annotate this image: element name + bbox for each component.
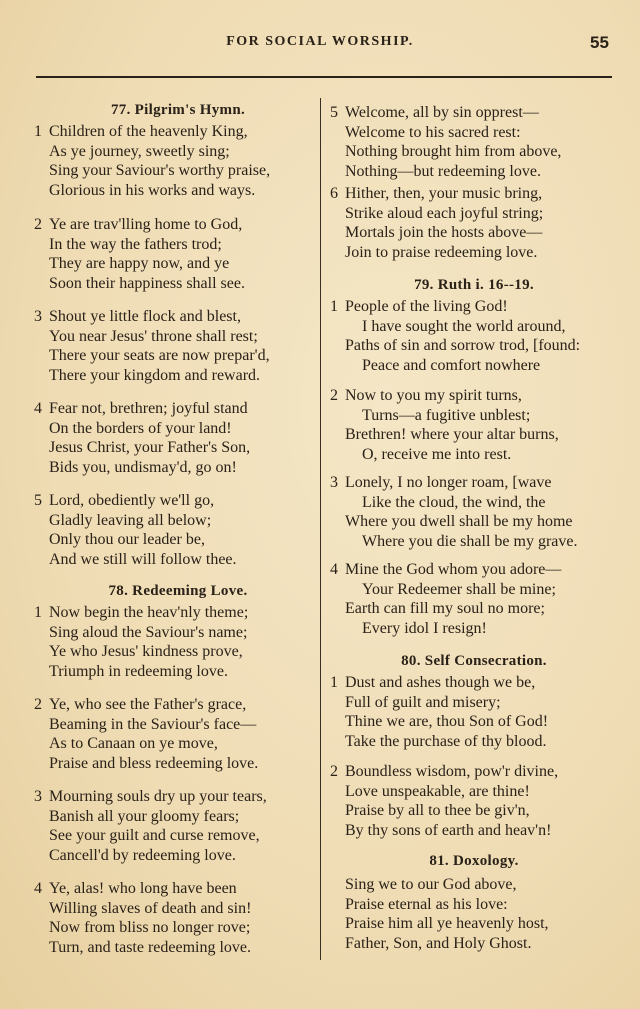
line-text: Sing your Saviour's worthy praise,: [49, 162, 271, 179]
stanza: [34, 215, 245, 293]
verse-line: [330, 599, 561, 619]
line-text: Mine the God whom you adore—: [345, 561, 562, 578]
stanza: [330, 673, 548, 751]
verse-line: [330, 580, 561, 600]
line-text: O, receive me into rest.: [362, 445, 512, 463]
stanza-number: 4: [34, 400, 42, 417]
stanza: [34, 491, 237, 569]
line-text: In the way the fathers trod;: [49, 235, 222, 253]
verse-line: [34, 491, 237, 511]
verse-line: [330, 619, 561, 639]
stanza-number: 3: [34, 308, 42, 325]
verse-line: [34, 826, 267, 846]
stanza-number: 4: [34, 880, 42, 897]
line-text: Take the purchase of thy blood.: [345, 732, 547, 750]
verse-line: [330, 673, 548, 693]
verse-line: [34, 787, 267, 807]
page-number: 55: [590, 33, 609, 52]
line-text: Only thou our leader be,: [49, 531, 205, 548]
line-text: Triumph in redeeming love.: [49, 662, 228, 680]
line-text: Bids you, undismay'd, go on!: [49, 458, 237, 476]
verse-line: [34, 530, 237, 550]
line-text: Boundless wisdom, pow'r divine,: [345, 763, 559, 780]
line-text: Peace and comfort nowhere: [362, 356, 541, 374]
line-text: Welcome to his sacred rest:: [345, 123, 521, 141]
line-text: I have sought the world around,: [362, 317, 566, 335]
stanza-number: 3: [34, 788, 42, 805]
line-text: They are happy now, and ye: [49, 255, 230, 272]
stanza-number: 2: [330, 387, 338, 404]
verse-line: [330, 356, 580, 376]
verse-line: [330, 386, 559, 406]
verse-line: [330, 297, 580, 317]
line-text: Like the cloud, the wind, the: [362, 493, 546, 511]
verse-line: [330, 336, 580, 356]
line-text: Praise and bless redeeming love.: [49, 754, 259, 772]
line-text: Children of the heavenly King,: [49, 123, 248, 140]
verse-line: [34, 715, 258, 735]
verse-line: [330, 204, 543, 224]
verse-line: [34, 734, 258, 754]
line-text: Paths of sin and sorrow trod, [found:: [345, 337, 581, 354]
stanza-number: 5: [34, 492, 42, 509]
line-text: And we still will follow thee.: [49, 550, 237, 568]
verse-line: [34, 181, 270, 201]
verse-line: [34, 754, 258, 774]
verse-line: [34, 215, 245, 235]
verse-line: [34, 254, 245, 274]
line-text: Nothing brought him from above,: [345, 143, 562, 160]
line-text: Now from bliss no longer rove;: [49, 919, 251, 936]
verse-line: [34, 603, 248, 623]
verse-line: [34, 307, 270, 327]
line-text: See your guilt and curse remove,: [49, 827, 260, 844]
verse-line: [330, 821, 558, 841]
verse-line: [330, 425, 559, 445]
verse-line: [330, 123, 561, 143]
verse-line: [34, 899, 251, 919]
column-divider: [320, 98, 321, 960]
verse-line: [34, 161, 270, 181]
verse-line: [34, 918, 251, 938]
verse-line: [330, 406, 559, 426]
stanza: [330, 560, 561, 638]
line-text: As ye journey, sweetly sing;: [49, 142, 230, 160]
verse-line: [330, 934, 549, 954]
verse-line: [330, 162, 561, 182]
line-text: Soon their happiness shall see.: [49, 274, 245, 292]
stanza: [34, 879, 251, 957]
verse-line: [34, 879, 251, 899]
line-text: People of the living God!: [345, 298, 508, 315]
stanza: [330, 103, 561, 181]
line-text: Gladly leaving all below;: [49, 511, 212, 529]
stanza: [34, 695, 258, 773]
stanza: [330, 297, 580, 375]
stanza-number: 1: [330, 674, 338, 691]
stanza-number: 4: [330, 561, 338, 578]
line-text: Ye, alas! who long have been: [49, 880, 237, 897]
line-text: Father, Son, and Holy Ghost.: [345, 934, 532, 952]
verse-line: [34, 511, 237, 531]
line-text: Glorious in his works and ways.: [49, 181, 256, 199]
line-text: Join to praise redeeming love.: [345, 243, 538, 261]
line-text: Ye, who see the Father's grace,: [49, 696, 247, 713]
line-text: Mortals join the hosts above—: [345, 224, 543, 241]
verse-line: [330, 895, 549, 915]
stanza: [330, 184, 543, 262]
line-text: Ye are trav'lling home to God,: [49, 216, 243, 233]
verse-line: [34, 142, 270, 162]
line-text: There your kingdom and reward.: [49, 366, 261, 384]
line-text: Jesus Christ, your Father's Son,: [49, 439, 251, 456]
verse-line: [330, 445, 559, 465]
verse-line: [34, 846, 267, 866]
verse-line: [34, 438, 250, 458]
line-text: Cancell'd by redeeming love.: [49, 846, 236, 864]
verse-line: [34, 235, 245, 255]
line-text: Love unspeakable, are thine!: [345, 782, 530, 800]
line-text: Ye who Jesus' kindness prove,: [49, 643, 243, 660]
verse-line: [34, 419, 250, 439]
stanza: [330, 473, 577, 551]
line-text: Now to you my spirit turns,: [345, 387, 522, 404]
verse-line: [34, 458, 250, 478]
verse-line: [330, 473, 577, 493]
verse-line: [34, 366, 270, 386]
hymn-title: 77. Pilgrim's Hymn.: [110, 102, 246, 118]
line-text: Where you die shall be my grave.: [362, 532, 578, 550]
verse-line: [330, 762, 558, 782]
verse-line: [330, 560, 561, 580]
line-text: Now begin the heav'nly theme;: [49, 604, 249, 621]
stanza: [34, 122, 270, 200]
verse-line: [34, 327, 270, 347]
line-text: Fear not, brethren; joyful stand: [49, 400, 248, 417]
verse-line: [34, 274, 245, 294]
verse-line: [330, 223, 543, 243]
verse-line: [330, 801, 558, 821]
stanza: [330, 762, 558, 840]
line-text: Brethren! where your altar burns,: [345, 426, 559, 443]
line-text: Hither, then, your music bring,: [345, 185, 543, 202]
line-text: Shout ye little flock and blest,: [49, 308, 241, 325]
line-text: Strike aloud each joyful string;: [345, 204, 544, 222]
line-text: Sing we to our God above,: [345, 876, 517, 893]
line-text: You near Jesus' throne shall rest;: [49, 327, 258, 345]
stanza-number: 6: [330, 185, 338, 202]
line-text: Willing slaves of death and sin!: [49, 899, 252, 917]
stanza-number: 1: [34, 123, 42, 140]
line-text: Where you dwell shall be my home: [345, 513, 573, 530]
line-text: Welcome, all by sin opprest—: [345, 104, 539, 121]
verse-line: [330, 712, 548, 732]
line-text: Praise by all to thee be giv'n,: [345, 802, 530, 819]
line-text: Lonely, I no longer roam, [wave: [345, 474, 552, 491]
line-text: Sing aloud the Saviour's name;: [49, 623, 248, 641]
header-rule: [36, 76, 612, 78]
running-title: FOR SOCIAL WORSHIP.: [226, 34, 414, 49]
verse-line: [34, 807, 267, 827]
stanza: [34, 787, 267, 865]
verse-line: [330, 317, 580, 337]
line-text: Full of guilt and misery;: [345, 693, 501, 711]
stanza-number: 2: [330, 763, 338, 780]
line-text: Mourning souls dry up your tears,: [49, 788, 267, 805]
line-text: Turns—a fugitive unblest;: [362, 406, 531, 424]
verse-line: [330, 732, 548, 752]
verse-line: [34, 695, 258, 715]
line-text: Banish all your gloomy fears;: [49, 807, 240, 825]
line-text: Lord, obediently we'll go,: [49, 492, 215, 509]
verse-line: [34, 623, 248, 643]
line-text: By thy sons of earth and heav'n!: [345, 821, 552, 839]
hymn-title: 78. Redeeming Love.: [108, 583, 248, 599]
verse-line: [34, 346, 270, 366]
stanza: [34, 603, 248, 681]
verse-line: [330, 184, 543, 204]
line-text: Nothing—but redeeming love.: [345, 162, 541, 180]
stanza-number: 2: [34, 216, 42, 233]
verse-line: [330, 512, 577, 532]
verse-line: [34, 938, 251, 958]
line-text: As to Canaan on ye move,: [49, 735, 218, 752]
line-text: Thine we are, thou Son of God!: [345, 713, 549, 730]
stanza: [34, 399, 250, 477]
verse-line: [330, 782, 558, 802]
line-text: On the borders of your land!: [49, 419, 232, 437]
verse-line: [330, 532, 577, 552]
line-text: Praise eternal as his love:: [345, 895, 508, 913]
line-text: Every idol I resign!: [362, 619, 487, 637]
verse-line: [330, 693, 548, 713]
verse-line: [330, 243, 543, 263]
verse-line: [34, 399, 250, 419]
verse-line: [34, 642, 248, 662]
line-text: Your Redeemer shall be mine;: [362, 580, 556, 598]
stanza: [34, 307, 270, 385]
line-text: Turn, and taste redeeming love.: [49, 938, 252, 956]
stanza: [330, 875, 549, 953]
line-text: There your seats are now prepar'd,: [49, 347, 270, 364]
verse-line: [34, 122, 270, 142]
stanza-number: 1: [34, 604, 42, 621]
hymn-title: 79. Ruth i. 16--19.: [414, 277, 534, 293]
line-text: Praise him all ye heavenly host,: [345, 915, 549, 932]
stanza-number: 5: [330, 104, 338, 121]
stanza: [330, 386, 559, 464]
hymn-title: 80. Self Consecration.: [401, 653, 547, 669]
verse-line: [330, 142, 561, 162]
verse-line: [330, 493, 577, 513]
hymn-title: 81. Doxology.: [429, 853, 519, 869]
verse-line: [330, 914, 549, 934]
line-text: Beaming in the Saviour's face—: [49, 715, 257, 733]
stanza-number: 2: [34, 696, 42, 713]
line-text: Earth can fill my soul no more;: [345, 600, 545, 617]
verse-line: [330, 103, 561, 123]
stanza-number: 3: [330, 474, 338, 491]
verse-line: [330, 875, 549, 895]
stanza-number: 1: [330, 298, 338, 315]
line-text: Dust and ashes though we be,: [345, 674, 536, 691]
verse-line: [34, 662, 248, 682]
verse-line: [34, 550, 237, 570]
